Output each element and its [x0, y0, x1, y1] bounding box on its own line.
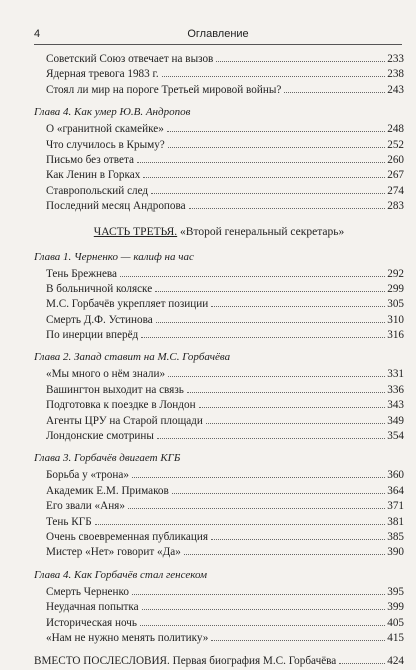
toc-entry-title: «Нам не нужно менять политику»	[46, 631, 209, 644]
toc-entry-title: Как Ленин в Горках	[46, 169, 141, 182]
dot-leader	[141, 337, 385, 338]
chapter-section	[34, 102, 404, 214]
toc-entry-page: 260	[387, 153, 404, 166]
toc-afterword[interactable]	[34, 654, 404, 669]
toc-entry-title: Ядерная тревога 1983 г.	[46, 68, 159, 81]
toc-entry-page: 316	[387, 329, 404, 342]
part-label: ЧАСТЬ ТРЕТЬЯ.	[93, 225, 178, 238]
toc-entry-title: Его звали «Аня»	[46, 500, 125, 513]
toc-entry[interactable]	[34, 184, 404, 199]
toc-entry-title: В больничной коляске	[46, 282, 153, 295]
toc-entry-title: Тень Брежнева	[46, 267, 118, 280]
dot-leader	[172, 493, 385, 494]
toc-entry[interactable]	[34, 297, 404, 312]
toc-entry-page: 354	[387, 430, 404, 443]
toc-entry-page: 364	[387, 484, 404, 497]
toc-entry-page: 360	[387, 469, 404, 482]
toc-entry-title: Советский Союз отвечает на вызов	[46, 53, 214, 65]
dot-leader	[120, 276, 385, 277]
toc-entry-page: 292	[387, 267, 404, 280]
chapter-section	[34, 247, 404, 344]
part-title: «Второй генеральный секретарь»	[180, 225, 345, 238]
toc-entry-page: 349	[387, 414, 404, 427]
toc-entry-title: Письмо без ответа	[46, 153, 134, 166]
dot-leader	[211, 306, 385, 307]
dot-leader	[143, 177, 385, 178]
dot-leader	[211, 539, 385, 540]
toc-entry[interactable]	[34, 168, 404, 183]
toc-entry[interactable]	[34, 631, 404, 646]
chapter-title: Глава 2. Запад ставит на М.С. Горбачёва	[34, 351, 231, 364]
toc-entry-title: Неудачная попытка	[46, 601, 139, 614]
page-header	[34, 28, 402, 45]
dot-leader	[167, 131, 385, 132]
running-title: Оглавление	[187, 28, 249, 40]
chapter-title: Глава 4. Как Горбачёв стал генсеком	[34, 568, 208, 581]
toc-entry[interactable]	[34, 545, 404, 560]
toc-entry-page: 381	[387, 515, 404, 528]
toc-entry-page: 299	[387, 282, 404, 295]
dot-leader	[155, 291, 385, 292]
dot-leader	[151, 193, 385, 194]
toc-entry[interactable]	[34, 367, 404, 382]
toc-entry-page: 252	[387, 138, 404, 151]
toc-entry-title: Агенты ЦРУ на Старой площади	[46, 414, 203, 427]
toc-entry-title: О «гранитной скамейке»	[46, 123, 164, 136]
dot-leader	[156, 322, 386, 323]
toc-group	[34, 367, 404, 444]
toc-entry-title: «Мы много о нём знали»	[46, 368, 166, 381]
toc-entry-page: 283	[387, 200, 404, 213]
toc-entry-page: 399	[387, 601, 404, 614]
toc-entry-page: 371	[387, 500, 404, 513]
toc-entry[interactable]	[34, 267, 404, 282]
toc-entry-page: 248	[387, 123, 404, 136]
toc-group	[34, 585, 404, 647]
toc-entry[interactable]	[34, 383, 404, 398]
toc-entry-page: 274	[387, 184, 404, 197]
toc-entry-page: 310	[387, 313, 404, 326]
dot-leader	[157, 438, 385, 439]
toc-group	[34, 52, 404, 98]
toc-entry-title: По инерции вперёд	[46, 329, 139, 342]
toc-entry[interactable]	[34, 313, 404, 328]
dot-leader	[132, 477, 385, 478]
toc-entry-page: 243	[387, 83, 404, 96]
toc-entry-title: Лондонские смотрины	[46, 430, 154, 443]
toc-entry-page: 343	[387, 399, 404, 412]
toc-entry[interactable]	[34, 484, 404, 499]
toc-entry-title: Очень своевременная публикация	[46, 530, 208, 543]
toc-entry-title: Смерть Черненко	[46, 585, 129, 598]
toc-entry-page: 238	[387, 68, 404, 81]
page-number: 4	[34, 28, 41, 40]
toc-entry-title: М.С. Горбачёв укрепляет позиции	[46, 298, 209, 311]
toc-entry-title: Академик Е.М. Примаков	[46, 484, 169, 497]
toc-entry-page: 415	[387, 631, 404, 644]
toc-entry[interactable]	[34, 616, 404, 631]
toc-group	[34, 122, 404, 214]
chapter-title: Глава 1. Черненко — калиф на час	[34, 250, 194, 263]
toc-entry-page: 405	[387, 616, 404, 629]
dot-leader	[140, 625, 385, 626]
toc-entry-title: Ставропольский след	[46, 184, 149, 197]
dot-leader	[216, 61, 385, 62]
dot-leader	[339, 663, 385, 664]
toc-entry-title: Стоял ли мир на пороге Третьей мировой войны?	[46, 83, 282, 96]
toc-entry-title: Что случилось в Крыму?	[46, 138, 165, 151]
toc-entry-title: ВМЕСТО ПОСЛЕСЛОВИЯ. Первая биография М.С. Горбачёва	[34, 655, 337, 668]
toc-entry-title: Подготовка к поездке в Лондон	[46, 399, 196, 412]
toc-entry-page: 395	[387, 585, 404, 598]
toc-entry-title: Смерть Д.Ф. Устинова	[46, 313, 153, 326]
toc-entry[interactable]	[34, 530, 404, 545]
dot-leader	[199, 407, 386, 408]
toc-entry-page: 305	[387, 298, 404, 311]
dot-leader	[132, 594, 385, 595]
toc-group	[34, 468, 404, 560]
dot-leader	[189, 208, 386, 209]
toc-entry-title: Историческая ночь	[46, 616, 137, 629]
toc-entry[interactable]	[34, 122, 404, 137]
toc-entry-page: 385	[387, 530, 404, 543]
toc-entry-title: Вашингтон выходит на связь	[46, 383, 184, 396]
toc-entry-page: 390	[387, 546, 404, 559]
toc-entry[interactable]	[34, 328, 404, 343]
toc-entry[interactable]	[34, 199, 404, 214]
toc-entry-page: 424	[387, 655, 404, 668]
toc-entry-page: 267	[387, 169, 404, 182]
toc-entry-page: 331	[387, 368, 404, 381]
table-of-contents	[34, 52, 404, 670]
toc-entry[interactable]	[34, 499, 404, 514]
dot-leader	[211, 640, 385, 641]
toc-entry[interactable]	[34, 414, 404, 429]
dot-leader	[128, 508, 385, 509]
toc-entry-title: Тень КГБ	[46, 515, 92, 528]
chapter-section	[34, 347, 404, 444]
dot-leader	[168, 376, 385, 377]
toc-entry-title: Мистер «Нет» говорит «Да»	[46, 546, 181, 559]
toc-entry[interactable]	[34, 153, 404, 168]
toc-entry[interactable]	[34, 585, 404, 600]
dot-leader	[184, 554, 385, 555]
toc-entry[interactable]	[34, 468, 404, 483]
toc-entry[interactable]	[34, 52, 404, 67]
dot-leader	[187, 392, 385, 393]
toc-entry-page: 233	[387, 53, 404, 65]
toc-entry[interactable]	[34, 282, 404, 297]
dot-leader	[162, 76, 386, 77]
toc-entry[interactable]	[34, 515, 404, 530]
chapter-title: Глава 4. Как умер Ю.В. Андропов	[34, 106, 191, 119]
part-heading	[34, 221, 404, 243]
dot-leader	[284, 92, 385, 93]
chapter-section	[34, 448, 404, 560]
dot-leader	[95, 524, 386, 525]
toc-entry-title: Борьба у «трона»	[46, 469, 129, 482]
dot-leader	[206, 423, 385, 424]
toc-entry[interactable]	[34, 600, 404, 615]
toc-entry[interactable]	[34, 67, 404, 82]
chapter-section	[34, 565, 404, 647]
toc-entry-page: 336	[387, 383, 404, 396]
toc-entry[interactable]	[34, 83, 404, 98]
dot-leader	[168, 147, 385, 148]
toc-group	[34, 267, 404, 344]
chapter-title: Глава 3. Горбачёв двигает КГБ	[34, 452, 181, 465]
toc-entry[interactable]	[34, 398, 404, 413]
dot-leader	[142, 609, 386, 610]
toc-entry[interactable]	[34, 138, 404, 153]
toc-entry-title: Последний месяц Андропова	[46, 200, 186, 213]
toc-entry[interactable]	[34, 429, 404, 444]
dot-leader	[137, 162, 385, 163]
